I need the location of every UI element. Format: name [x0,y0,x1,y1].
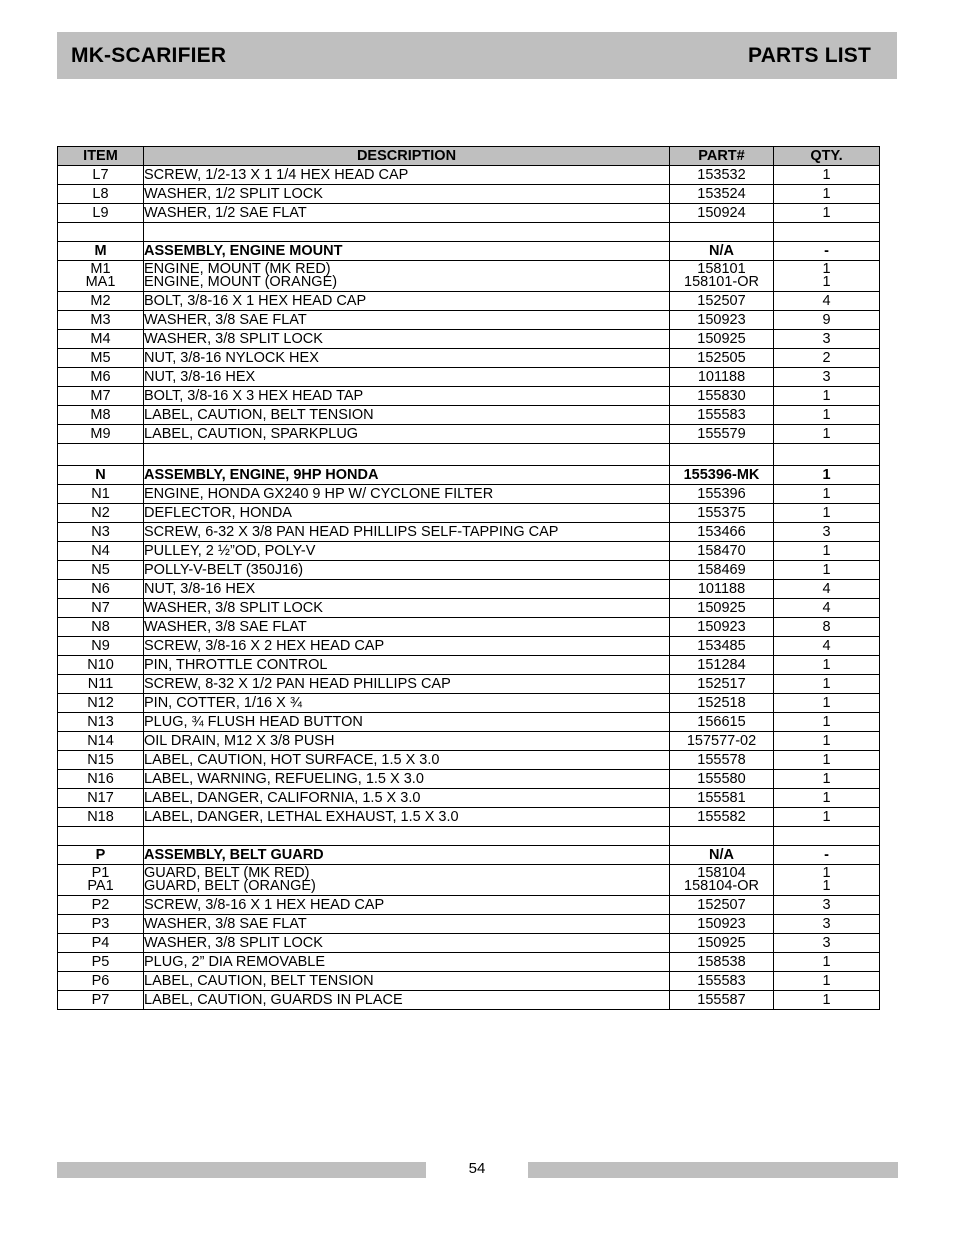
table-row [58,523,880,542]
part-number-cell: N/A [670,846,774,865]
quantity-cell: 1 [774,185,880,204]
quantity-cell: 1 [774,713,880,732]
part-number-cell: 101188 [670,368,774,387]
empty-cell [670,444,774,466]
item-cell: M7 [58,387,144,406]
table-header-row [58,147,880,166]
table-row [58,504,880,523]
item-cell: L9 [58,204,144,223]
description-cell: SCREW, 6-32 X 3/8 PAN HEAD PHILLIPS SELF-TAPPING CAP [144,523,670,542]
item-cell: M6 [58,368,144,387]
item-cell: N4 [58,542,144,561]
empty-cell [144,827,670,846]
part-number-cell: 150923 [670,311,774,330]
quantity-cell: 4 [774,637,880,656]
description-cell: POLLY-V-BELT (350J16) [144,561,670,580]
description-cell: LABEL, CAUTION, GUARDS IN PLACE [144,991,670,1010]
part-number-cell-line: 158101 [697,261,746,277]
item-cell: M9 [58,425,144,444]
description-cell: PLUG, ¾ FLUSH HEAD BUTTON [144,713,670,732]
part-number-cell [670,261,774,292]
quantity-cell: 3 [774,368,880,387]
description-cell: LABEL, DANGER, LETHAL EXHAUST, 1.5 X 3.0 [144,808,670,827]
quantity-cell: 1 [774,694,880,713]
empty-cell [58,827,144,846]
quantity-cell: 3 [774,915,880,934]
quantity-cell: 1 [774,789,880,808]
description-cell: WASHER, 3/8 SPLIT LOCK [144,934,670,953]
item-cell: P2 [58,896,144,915]
quantity-cell: 1 [774,485,880,504]
quantity-cell: 1 [774,732,880,751]
description-cell: ASSEMBLY, ENGINE MOUNT [144,242,670,261]
part-number-cell: 155579 [670,425,774,444]
table-row [58,953,880,972]
description-cell: SCREW, 8-32 X 1/2 PAN HEAD PHILLIPS CAP [144,675,670,694]
part-number-cell: 155375 [670,504,774,523]
item-cell: M2 [58,292,144,311]
table-row [58,330,880,349]
part-number-cell-line: 158104-OR [684,878,759,894]
part-number-cell: 153524 [670,185,774,204]
document-title: MK-SCARIFIER [71,43,227,67]
part-number-cell: 152518 [670,694,774,713]
item-cell: N18 [58,808,144,827]
assembly-row [58,242,880,261]
item-cell-line: PA1 [87,878,114,894]
empty-cell [58,444,144,466]
quantity-cell-line: 1 [822,274,831,290]
description-cell: ENGINE, HONDA GX240 9 HP W/ CYCLONE FILTER [144,485,670,504]
blank-row [58,444,880,466]
description-cell: BOLT, 3/8-16 X 1 HEX HEAD CAP [144,292,670,311]
item-cell: P6 [58,972,144,991]
item-cell: N10 [58,656,144,675]
table-row [58,580,880,599]
description-cell: WASHER, 3/8 SPLIT LOCK [144,599,670,618]
item-cell: N8 [58,618,144,637]
description-cell: NUT, 3/8-16 HEX [144,580,670,599]
table-row [58,865,880,896]
table-row [58,896,880,915]
quantity-cell-line: 1 [822,261,831,277]
blank-row [58,827,880,846]
item-cell: P3 [58,915,144,934]
description-cell-line: GUARD, BELT (MK RED) [144,865,310,881]
part-number-cell: 152505 [670,349,774,368]
quantity-cell: 1 [774,204,880,223]
part-number-cell: 155578 [670,751,774,770]
item-cell: M5 [58,349,144,368]
quantity-cell: 4 [774,580,880,599]
quantity-cell: 1 [774,656,880,675]
description-cell-line: ENGINE, MOUNT (MK RED) [144,261,331,277]
description-cell: SCREW, 1/2-13 X 1 1/4 HEX HEAD CAP [144,166,670,185]
table-row [58,991,880,1010]
quantity-cell: 3 [774,896,880,915]
table-row [58,637,880,656]
item-cell: P [58,846,144,865]
part-number-cell: N/A [670,242,774,261]
part-number-cell: 153532 [670,166,774,185]
part-number-cell: 155396-MK [670,466,774,485]
description-cell: WASHER, 3/8 SAE FLAT [144,915,670,934]
description-cell-line: ENGINE, MOUNT (ORANGE) [144,274,338,290]
description-cell: ASSEMBLY, BELT GUARD [144,846,670,865]
column-header-item: ITEM [58,147,144,166]
footer-bar-left [57,1162,426,1178]
table-row [58,204,880,223]
part-number-cell: 158538 [670,953,774,972]
part-number-cell [670,865,774,896]
part-number-cell: 150925 [670,330,774,349]
column-header-part-number: PART# [670,147,774,166]
empty-cell [58,223,144,242]
part-number-cell: 151284 [670,656,774,675]
description-cell: PIN, THROTTLE CONTROL [144,656,670,675]
quantity-cell: 8 [774,618,880,637]
part-number-cell: 153485 [670,637,774,656]
table-row [58,185,880,204]
item-cell: N7 [58,599,144,618]
item-cell: N [58,466,144,485]
part-number-cell: 150925 [670,934,774,953]
quantity-cell: 1 [774,542,880,561]
item-cell: N16 [58,770,144,789]
description-cell: SCREW, 3/8-16 X 2 HEX HEAD CAP [144,637,670,656]
table-row [58,311,880,330]
blank-row [58,223,880,242]
part-number-cell: 155581 [670,789,774,808]
assembly-row [58,466,880,485]
part-number-cell: 155583 [670,972,774,991]
part-number-cell-line: 158104 [697,865,746,881]
item-cell [58,261,144,292]
part-number-cell: 152507 [670,292,774,311]
item-cell: P7 [58,991,144,1010]
quantity-cell-line: 1 [822,878,831,894]
description-cell [144,865,670,896]
quantity-cell: 4 [774,292,880,311]
description-cell: NUT, 3/8-16 NYLOCK HEX [144,349,670,368]
quantity-cell: - [774,846,880,865]
quantity-cell: 1 [774,770,880,789]
quantity-cell: 1 [774,751,880,770]
footer-bar-right [528,1162,898,1178]
table-row [58,694,880,713]
quantity-cell: 1 [774,991,880,1010]
quantity-cell [774,865,880,896]
quantity-cell: - [774,242,880,261]
part-number-cell: 155582 [670,808,774,827]
quantity-cell [774,261,880,292]
description-cell: LABEL, CAUTION, BELT TENSION [144,972,670,991]
table-row [58,349,880,368]
part-number-cell: 155580 [670,770,774,789]
description-cell: LABEL, DANGER, CALIFORNIA, 1.5 X 3.0 [144,789,670,808]
quantity-cell: 1 [774,466,880,485]
description-cell: PIN, COTTER, 1/16 X ¾ [144,694,670,713]
quantity-cell: 1 [774,425,880,444]
item-cell: L7 [58,166,144,185]
part-number-cell: 150923 [670,915,774,934]
table-row [58,675,880,694]
description-cell: WASHER, 3/8 SPLIT LOCK [144,330,670,349]
quantity-cell: 1 [774,504,880,523]
part-number-cell: 150925 [670,599,774,618]
description-cell: ASSEMBLY, ENGINE, 9HP HONDA [144,466,670,485]
section-title: PARTS LIST [748,43,871,67]
table-row [58,934,880,953]
item-cell: M4 [58,330,144,349]
page-header [57,32,897,79]
table-row [58,406,880,425]
quantity-cell: 1 [774,675,880,694]
item-cell [58,865,144,896]
table-row [58,599,880,618]
item-cell-line: MA1 [85,274,116,290]
table-row [58,425,880,444]
table-row [58,751,880,770]
description-cell: DEFLECTOR, HONDA [144,504,670,523]
part-number-cell: 152507 [670,896,774,915]
table-row [58,789,880,808]
part-number-cell: 155583 [670,406,774,425]
description-cell: WASHER, 1/2 SAE FLAT [144,204,670,223]
quantity-cell: 3 [774,934,880,953]
part-number-cell: 152517 [670,675,774,694]
description-cell: WASHER, 1/2 SPLIT LOCK [144,185,670,204]
table-row [58,732,880,751]
part-number-cell: 157577-02 [670,732,774,751]
description-cell: WASHER, 3/8 SAE FLAT [144,618,670,637]
item-cell: P5 [58,953,144,972]
table-row [58,261,880,292]
empty-cell [774,827,880,846]
page-number: 54 [468,1160,486,1177]
table-row [58,542,880,561]
item-cell: P4 [58,934,144,953]
description-cell: LABEL, CAUTION, SPARKPLUG [144,425,670,444]
quantity-cell: 1 [774,808,880,827]
item-cell: N17 [58,789,144,808]
table-row [58,368,880,387]
description-cell: PULLEY, 2 ½”OD, POLY-V [144,542,670,561]
part-number-cell: 101188 [670,580,774,599]
part-number-cell: 155396 [670,485,774,504]
part-number-cell: 158469 [670,561,774,580]
column-header-quantity: QTY. [774,147,880,166]
quantity-cell: 1 [774,406,880,425]
empty-cell [144,444,670,466]
part-number-cell: 153466 [670,523,774,542]
description-cell-line: GUARD, BELT (ORANGE) [144,878,316,894]
empty-cell [670,223,774,242]
quantity-cell-line: 1 [822,865,831,881]
table-row [58,485,880,504]
item-cell: N13 [58,713,144,732]
part-number-cell: 155830 [670,387,774,406]
part-number-cell: 150924 [670,204,774,223]
table-row [58,166,880,185]
part-number-cell-line: 158101-OR [684,274,759,290]
item-cell: M [58,242,144,261]
item-cell: N1 [58,485,144,504]
table-row [58,387,880,406]
parts-table-body [58,166,880,1010]
quantity-cell: 1 [774,387,880,406]
table-row [58,656,880,675]
quantity-cell: 1 [774,166,880,185]
table-row [58,561,880,580]
table-row [58,292,880,311]
table-row [58,618,880,637]
quantity-cell: 1 [774,972,880,991]
table-row [58,915,880,934]
item-cell: N11 [58,675,144,694]
description-cell: PLUG, 2” DIA REMOVABLE [144,953,670,972]
quantity-cell: 3 [774,523,880,542]
item-cell: N3 [58,523,144,542]
part-number-cell: 155587 [670,991,774,1010]
quantity-cell: 1 [774,561,880,580]
item-cell: M8 [58,406,144,425]
parts-table [57,146,880,1010]
part-number-cell: 158470 [670,542,774,561]
description-cell: OIL DRAIN, M12 X 3/8 PUSH [144,732,670,751]
table-row [58,972,880,991]
description-cell: LABEL, CAUTION, HOT SURFACE, 1.5 X 3.0 [144,751,670,770]
item-cell: N2 [58,504,144,523]
quantity-cell: 2 [774,349,880,368]
quantity-cell: 9 [774,311,880,330]
item-cell: N12 [58,694,144,713]
description-cell: SCREW, 3/8-16 X 1 HEX HEAD CAP [144,896,670,915]
description-cell: BOLT, 3/8-16 X 3 HEX HEAD TAP [144,387,670,406]
empty-cell [774,223,880,242]
description-cell: LABEL, WARNING, REFUELING, 1.5 X 3.0 [144,770,670,789]
item-cell: M3 [58,311,144,330]
item-cell: L8 [58,185,144,204]
part-number-cell: 156615 [670,713,774,732]
quantity-cell: 1 [774,953,880,972]
item-cell-line: P1 [91,865,110,881]
item-cell: N9 [58,637,144,656]
table-row [58,713,880,732]
description-cell: WASHER, 3/8 SAE FLAT [144,311,670,330]
description-cell [144,261,670,292]
empty-cell [670,827,774,846]
empty-cell [144,223,670,242]
quantity-cell: 3 [774,330,880,349]
part-number-cell: 150923 [670,618,774,637]
empty-cell [774,444,880,466]
assembly-row [58,846,880,865]
item-cell-line: M1 [90,261,111,277]
column-header-description: DESCRIPTION [144,147,670,166]
item-cell: N14 [58,732,144,751]
table-row [58,808,880,827]
item-cell: N5 [58,561,144,580]
table-row [58,770,880,789]
item-cell: N15 [58,751,144,770]
description-cell: LABEL, CAUTION, BELT TENSION [144,406,670,425]
description-cell: NUT, 3/8-16 HEX [144,368,670,387]
item-cell: N6 [58,580,144,599]
quantity-cell: 4 [774,599,880,618]
